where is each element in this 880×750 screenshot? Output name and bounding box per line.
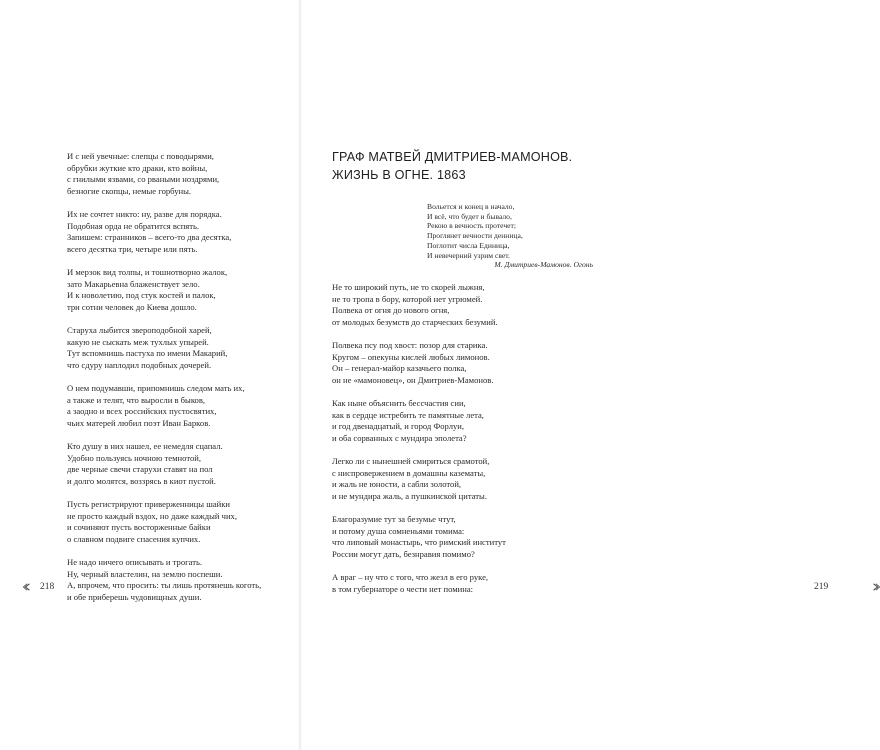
verse-line: и год двенадцатый, и город Форлуи, [332,421,465,432]
stanza [67,267,292,314]
verse-line: И к новолетию, под стук костей и палок, [67,290,216,301]
verse-line: Как ныне объяснить бессчастия сии, [332,398,466,408]
verse-line: И мерзок вид толпы, и тошнотворно жалок, [67,267,228,277]
verse-line: Легко ли с нынешней смириться срамотой, [332,456,490,466]
epigraph-line: Вольется и конец в начало, [427,202,515,211]
verse-line: от молодых безумств до старческих безумий. [332,317,498,328]
verse-line: три сотни человек до Киева дошло. [67,302,197,313]
stanza [332,398,594,445]
verse-line: две черные свечи старухи ставят на пол [67,464,213,475]
epigraph-line: И невечерний узрим свет. [427,250,510,260]
verse-line: в том губернаторе о чести нет помина: [332,583,474,594]
verse-line: Тут вспомнишь пастуха по имени Макарий, [67,348,228,359]
stanza [67,325,292,372]
verse-line: всего десятка три, четыре или пять. [67,244,198,255]
verse-line: с ниспровержением в домашны казематы, [332,467,486,478]
verse-line: и долго молятся, воззрясь в киот пустой. [67,476,216,487]
verse-line: не то тропа в бору, которой нет угрюмей. [332,293,483,304]
epigraph [427,202,597,270]
verse-line: Кто душу в них нашел, ее немедля сцапал. [67,441,223,451]
verse-line: И с ней увечные: слепцы с поводырями, [67,151,214,161]
folio-ornament-left-icon [23,583,31,591]
stanza [67,209,292,256]
verse-line: Полвека от огня до нового огня, [332,305,450,316]
verse-line: и оба сорванных с мундира эполета? [332,433,467,444]
verse-line: Старуха лыбится звероподобной харей, [67,325,212,335]
verse-line: Подобная орда не обратится вспять. [67,220,200,231]
verse-line: Кругом – опекуны кислей любых лимонов. [332,351,490,362]
verse-line: Ну, черный властелин, на землю поспеши. [67,568,223,579]
verse-line: и потому душа сомненьями томима: [332,525,465,536]
stanza [332,456,594,503]
stanza [67,441,292,488]
verse-line: А враг – ну что с того, что жезл в его руке, [332,572,489,582]
verse-line: безногие скопцы, немые горбуны. [67,186,192,197]
epigraph-attribution: М. Дмитриев-Мамонов. Огонь [494,260,593,270]
epigraph-line: Рекою в вечность протечет; [427,221,516,231]
epigraph-line: И всё, что будет и бывало, [427,211,512,221]
verse-line: что липовый монастырь, что римский институт [332,537,506,548]
verse-line: что сдуру наплодил подобных дочерей. [67,360,212,371]
verse-line: Их не сочтет никто: ну, разве для порядка. [67,209,222,219]
verse-line: Благоразумие тут за безумье чтут, [332,514,456,524]
verse-line: Удобно пользуясь ночною темнотой, [67,452,202,463]
verse-line: и жаль не юности, а сабли золотой, [332,479,462,490]
stanza [332,340,594,387]
page-number-right: 219 [814,582,829,592]
verse-line: Не надо ничего описывать и трогать. [67,557,203,567]
left-page-poem [67,151,292,615]
verse-line: Не то широкий путь, не то скорей лыжня, [332,282,485,292]
verse-line: и не мундира жаль, а пушкинской цитаты. [332,491,487,502]
verse-line: Полвека псу под хвост: позор для старика. [332,340,488,350]
verse-line: не просто каждый вздох, но даже каждый чих, [67,510,237,521]
verse-line: Запишем: странников – всего-то два десятка, [67,232,232,243]
verse-line: какую не сыскать меж тухлых упырей. [67,336,209,347]
verse-line: О нем подумавши, припомнишь следом мать их, [67,383,245,393]
right-page-poem [332,282,594,607]
stanza [332,282,594,329]
stanza [67,499,292,546]
epigraph-line: Проглянет вечности денница, [427,231,523,241]
poem-title-line-2: ЖИЗНЬ В ОГНЕ. 1863 [332,167,466,182]
poem-title [332,149,594,184]
stanza [67,383,292,430]
verse-line: а заодно и всех российских пустосвятих, [67,406,217,417]
verse-line: он не «мамоновец», он Дмитриев-Мамонов. [332,375,494,386]
stanza [67,557,292,604]
stanza [332,572,594,595]
verse-line: А, впрочем, что просить: ты лишь протянешь коготь, [67,580,262,591]
verse-line: Он – генерал-майор казачьего полка, [332,363,467,374]
verse-line: а также и телят, что выросли в быков, [67,394,206,405]
verse-line: России могут дать, безнравия помимо? [332,549,475,560]
verse-line: обрубки жуткие кто драки, кто войны, [67,162,208,173]
page-number-left: 218 [40,582,55,592]
verse-line: чьих матерей любил поэт Иван Барков. [67,418,211,429]
verse-line: Пусть регистрируют приверженницы шайки [67,499,231,509]
verse-line: о славном подвиге спасения купчих. [67,534,201,545]
verse-line: с гнилыми язвами, со рваными ноздрями, [67,174,220,185]
folio-ornament-right-icon [872,583,880,591]
poem-title-line-1: ГРАФ МАТВЕЙ ДМИТРИЕВ-МАМОНОВ. [332,150,573,164]
verse-line: и обе приберешь чудовищных души. [67,592,202,603]
verse-line: как в сердце истребить те памятные лета, [332,409,484,420]
epigraph-line: Поглотит числа Единица, [427,240,510,250]
stanza [332,514,594,561]
left-page [0,0,298,750]
verse-line: зато Макарьевна блаженствует зело. [67,278,200,289]
stanza [67,151,292,198]
right-page [302,0,829,750]
verse-line: и сочиняют пусть восторженные байки [67,522,211,533]
